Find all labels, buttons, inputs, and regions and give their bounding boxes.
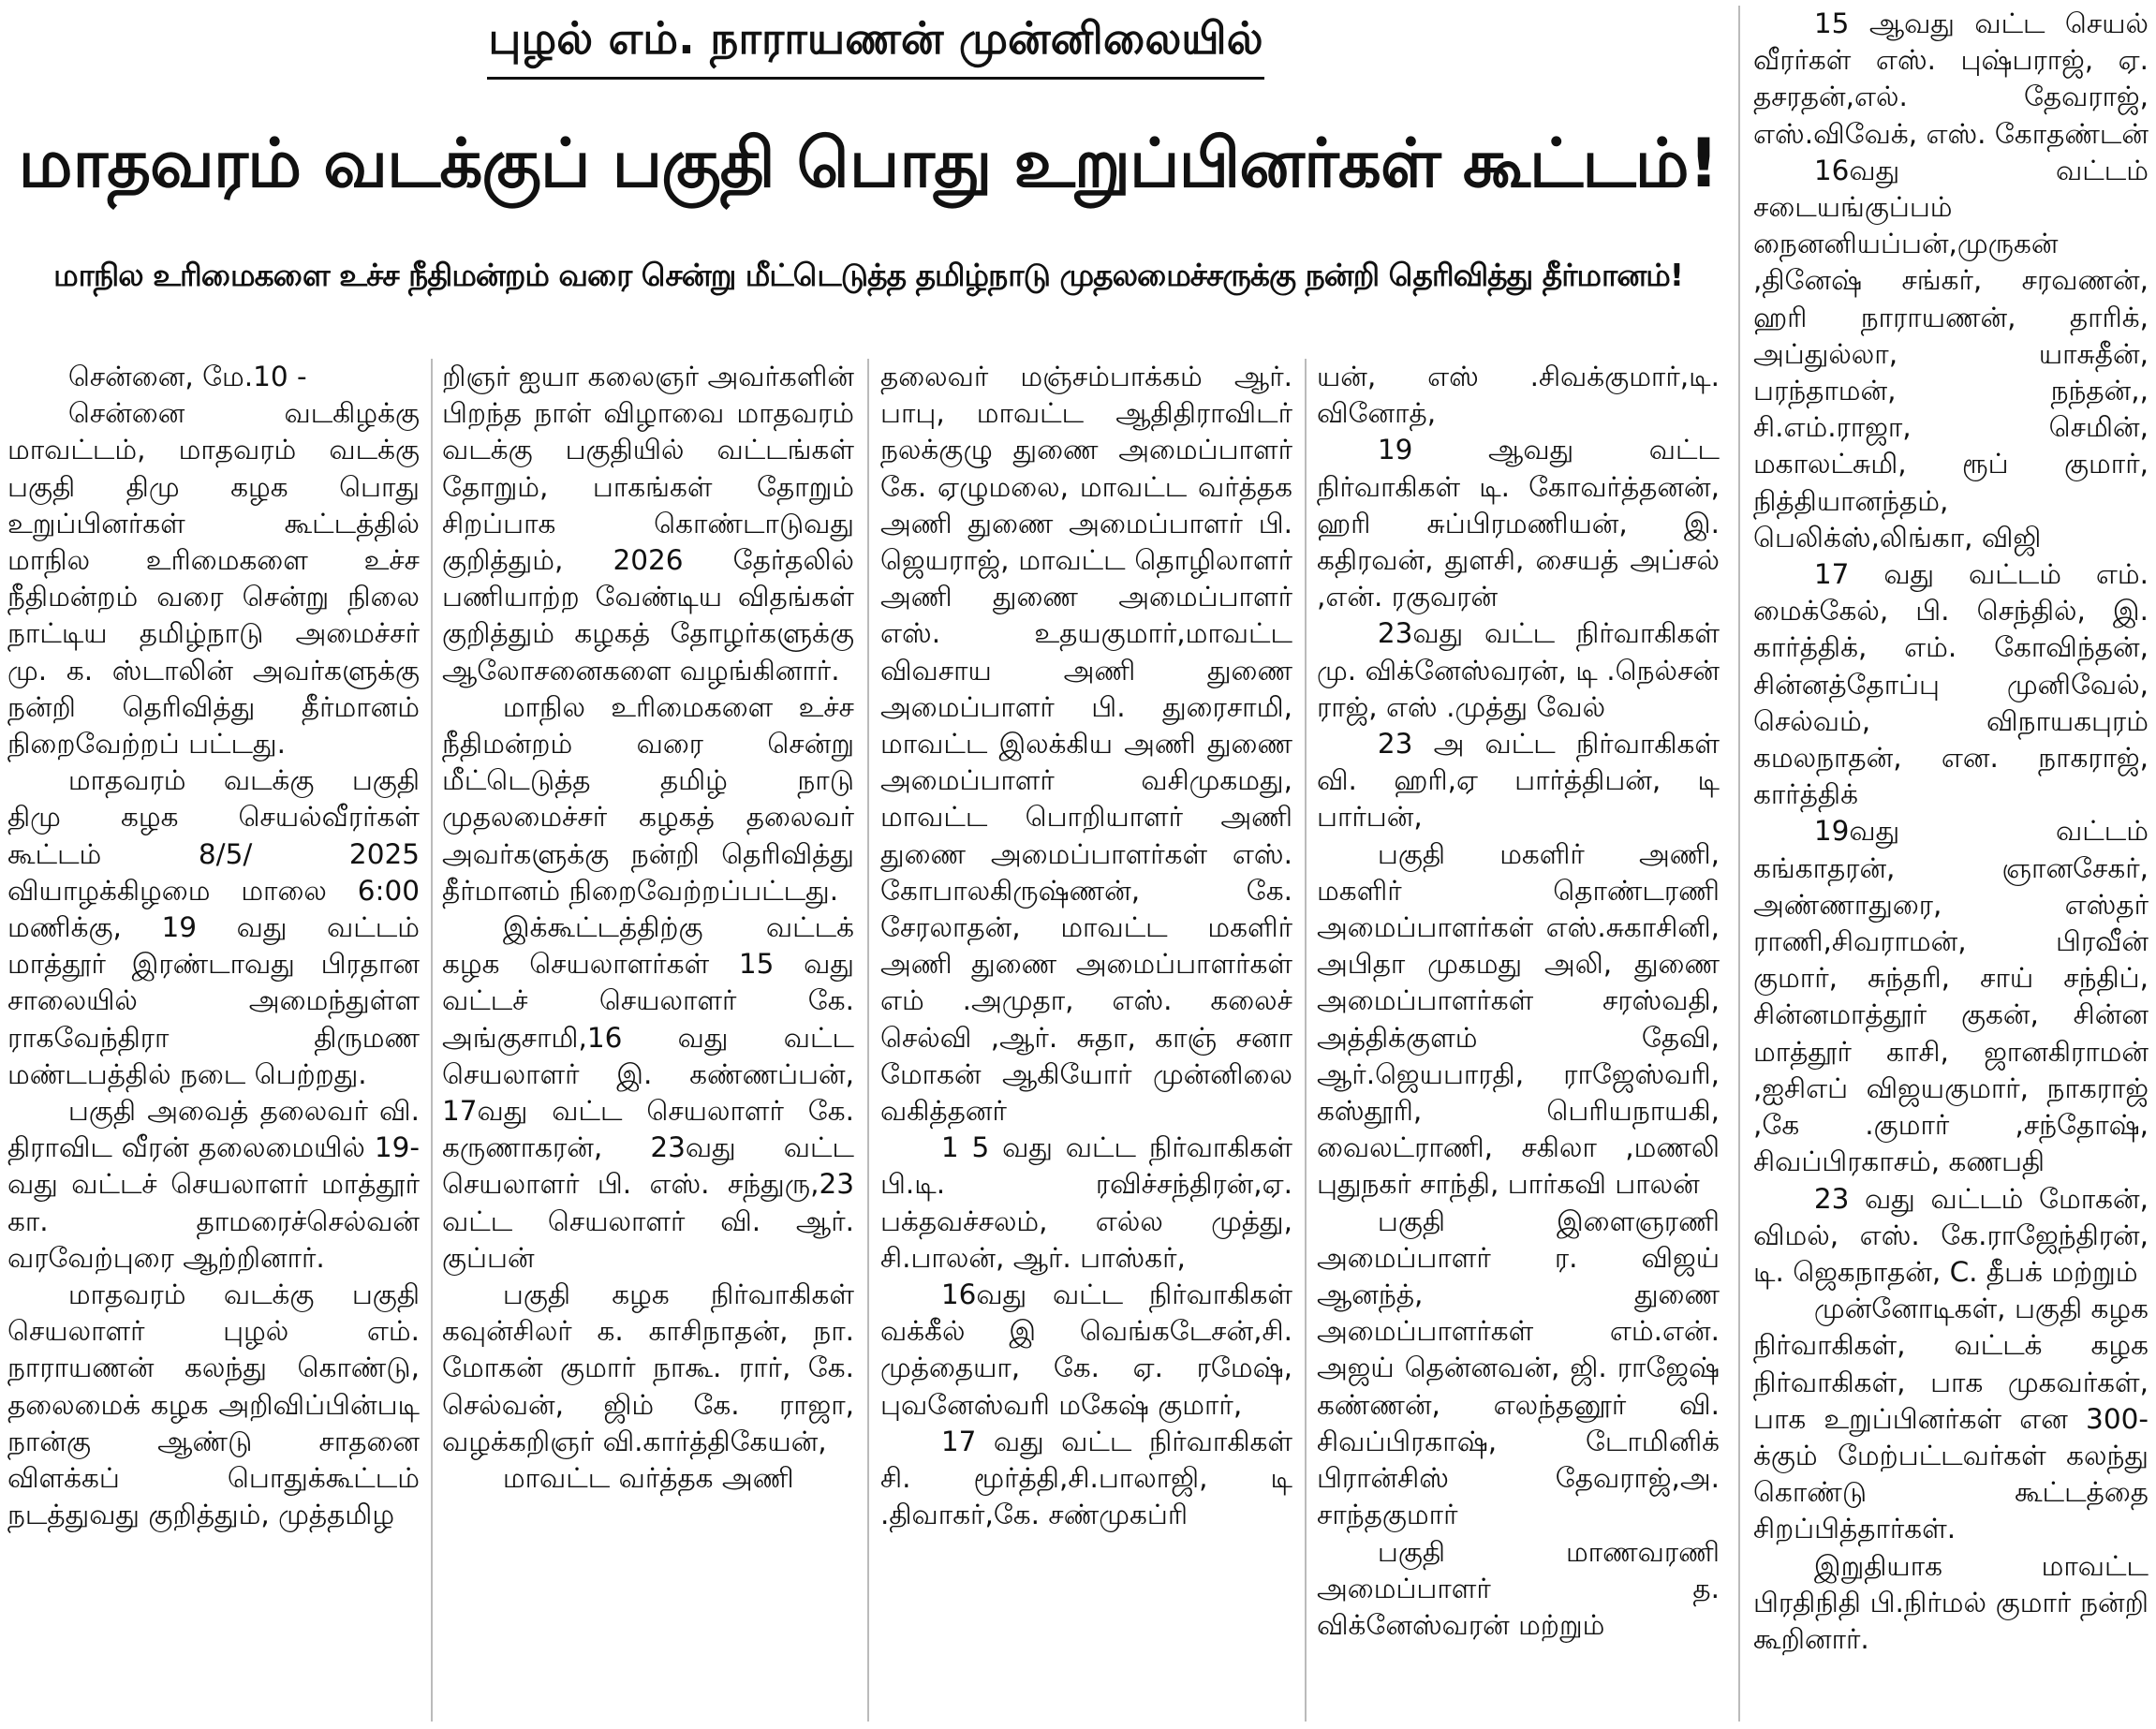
- paragraph: முன்னோடிகள், பகுதி கழக நிர்வாகிகள், வட்டக் கழக நிர்வாகிகள், பாக முகவர்கள், பாக உறுப்பினர்கள் என 300-க்கும் மேற்பட்டவர்கள் கலந்து கொண்டு கூட்டத்தை சிறப்பித்தார்கள்.: [1753, 1293, 2149, 1545]
- kicker-text: புழல் எம். நாராயணன் முன்னிலையில்: [488, 13, 1263, 65]
- paragraph: பகுதி கழக நிர்வாகிகள் கவுன்சிலர் க. காசிநாதன், நா. மோகன் குமார் நாகூ. ரார், கே. செல்வன், ஜிம் கே. ராஜா, வழக்கறிஞர் வி.கார்த்திகேயன்,: [442, 1278, 854, 1457]
- article-column-5: [1753, 6, 2149, 1658]
- column-divider: [1738, 6, 1740, 1722]
- paragraph: பகுதி மாணவரணி அமைப்பாளர் த. விக்னேஸ்வரன் மற்றும்: [1317, 1535, 1720, 1641]
- column-divider: [867, 359, 869, 1722]
- column-divider: [431, 359, 433, 1722]
- paragraph: பகுதி இளைஞரணி அமைப்பாளர் ர. விஜய் ஆனந்த், துணை அமைப்பாளர்கள் எம்.என். அஜய் தென்னவன், ஜி. ராஜேஷ் கண்ணன், எலந்தனூர் வி. சிவப்பிரகாஷ், டோமினிக் பிரான்சிஸ் தேவராஜ்,அ. சாந்தகுமார்: [1317, 1204, 1720, 1531]
- article-column-1: [7, 359, 420, 1534]
- paragraph: பகுதி அவைத் தலைவர் வி. திராவிட வீரன் தலைமையில் 19-வது வட்டச் செயலாளர் மாத்தூர் கா. தாமரைச்செல்வன் வரவேற்புரை ஆற்றினார்.: [7, 1095, 420, 1274]
- paragraph: 23வது வட்ட நிர்வாகிகள் மு. விக்னேஸ்வரன், டி .நெல்சன் ராஜ், எஸ் .முத்து வேல்: [1317, 617, 1720, 723]
- paragraph: மாவட்ட வர்த்தக அணி: [502, 1462, 794, 1495]
- article-column-4: [1317, 359, 1720, 1644]
- paragraph: சென்னை வடகிழக்கு மாவட்டம், மாதவரம் வடக்கு பகுதி திமு கழக பொது உறுப்பினர்கள் கூட்டத்தில் மாநில உரிமைகளை உச்ச நீதிமன்றம் வரை சென்று நிலை நாட்டிய தமிழ்நாடு அமைச்சர் மு. க. ஸ்டாலின் அவர்களுக்கு நன்றி தெரிவித்து தீர்மானம் நிறைவேற்றப் பட்டது.: [7, 397, 420, 761]
- paragraph: தலைவர் மஞ்சம்பாக்கம் ஆர். பாபு, மாவட்ட ஆதிதிராவிடர் நலக்குழு துணை அமைப்பாளர் கே. ஏழுமலை, மாவட்ட வர்த்தக அணி துணை அமைப்பாளர் பி. ஜெயராஜ், மாவட்ட தொழிலாளர் அணி துணை அமைப்பாளர் எஸ். உதயகுமார்,மாவட்ட விவசாய அணி துணை அமைப்பாளர் பி. துரைசாமி, மாவட்ட இலக்கிய அணி துணை அமைப்பாளர் வசிமுகமது, மாவட்ட பொறியாளர் அணி துணை அமைப்பாளர்கள் எஸ். கோபாலகிருஷ்ணன், கே. சேரலாதன், மாவட்ட மகளிர் அணி துணை அமைப்பாளர்கள் எம் .அமுதா, எஸ். கலைச் செல்வி ,ஆர். சுதா, காஞ் சனா மோகன் ஆகியோர் முன்னிலை வகித்தனர்: [880, 361, 1292, 1128]
- paragraph: மாநில உரிமைகளை உச்ச நீதிமன்றம் வரை சென்று மீட்டெடுத்த தமிழ் நாடு முதலமைச்சர் கழகத் தலைவர் அவர்களுக்கு நன்றி தெரிவித்து தீர்மானம் நிறைவேற்றப்பட்டது.: [442, 690, 854, 907]
- paragraph: 17 வது வட்டம் எம். மைக்கேல், பி. செந்தில், இ. கார்த்திக், எம். கோவிந்தன், சின்னத்தோப்பு முனிவேல், செல்வம், விநாயகபுரம் கமலநாதன், என. நாகராஜ், கார்த்திக்: [1753, 558, 2149, 811]
- subheadline: மாநில உரிமைகளை உச்ச நீதிமன்றம் வரை சென்று மீட்டெடுத்த தமிழ்நாடு முதலமைச்சருக்கு நன்றி தெரிவித்து தீர்மானம்!: [53, 257, 1683, 293]
- paragraph: பகுதி மகளிர் அணி, மகளிர் தொண்டரணி அமைப்பாளர்கள் எஸ்.சுகாசினி, அபிதா முகமது அலி, துணை அமைப்பாளர்கள் சரஸ்வதி, அத்திக்குளம் தேவி, ஆர்.ஜெயபாரதி, ராஜேஸ்வரி, கஸ்தூரி, பெரியநாயகி, வைலட்ராணி, சகிலா ,மணலி புதுநகர் சாந்தி, பார்கவி பாலன்: [1317, 837, 1720, 1201]
- kicker-underline: [487, 77, 1264, 80]
- paragraph: இக்கூட்டத்திற்கு வட்டக் கழக செயலாளர்கள் 15 வது வட்டச் செயலாளர் கே. அங்குசாமி,16 வது வட்ட செயலாளர் இ. கண்ணப்பன், 17வது வட்ட செயலாளர் கே. கருணாகரன், 23வது வட்ட செயலாளர் பி. எஸ். சந்துரு,23 வட்ட செயலாளர் வி. ஆர். குப்பன்: [442, 911, 854, 1274]
- paragraph: 19வது வட்டம் கங்காதரன், ஞானசேகர், அண்ணாதுரை, எஸ்தர் ராணி,சிவராமன், பிரவீன் குமார், சுந்தரி, சாய் சந்திப், சின்னமாத்தூர் குகன், சின்ன மாத்தூர் காசி, ஜானகிராமன் ,ஐசிஎப் விஜயகுமார், நாகராஜ் ,கே .குமார் ,சந்தோஷ், சிவப்பிரகாசம், கணபதி: [1753, 815, 2149, 1178]
- column-divider: [1305, 359, 1307, 1722]
- paragraph: றிஞர் ஐயா கலைஞர் அவர்களின் பிறந்த நாள் விழாவை மாதவரம் வடக்கு பகுதியில் வட்டங்கள் தோறும், பாகங்கள் தோறும் சிறப்பாக கொண்டாடுவது குறித்தும், 2026 தேர்தலில் பணியாற்ற வேண்டிய விதங்கள் குறித்தும் கழகத் தோழர்களுக்கு ஆலோசனைகளை வழங்கினார்.: [442, 361, 854, 687]
- paragraph: மாதவரம் வடக்கு பகுதி திமு கழக செயல்வீரர்கள் கூட்டம் 8/5/ 2025 வியாழக்கிழமை மாலை 6:00 மணிக்கு, 19 வது வட்டம் மாத்தூர் இரண்டாவது பிரதான சாலையில் அமைந்துள்ள ராகவேந்திரா திருமண மண்டபத்தில் நடை பெற்றது.: [7, 764, 420, 1090]
- paragraph: 17 வது வட்ட நிர்வாகிகள் சி. மூர்த்தி,சி.பாலாஜி, டி .திவாகர்,கே. சண்முகப்ரி: [880, 1425, 1292, 1531]
- paragraph: யன், எஸ் .சிவக்குமார்,டி. வினோத்,: [1317, 361, 1720, 430]
- headline: மாதவரம் வடக்குப் பகுதி பொது உறுப்பினர்கள் கூட்டம்!: [18, 124, 1719, 202]
- paragraph: 15 ஆவது வட்ட செயல் வீரர்கள் எஸ். புஷ்பராஜ், ஏ. தசரதன்,எல். தேவராஜ், எஸ்.விவேக், எஸ். கோதண்டன்: [1753, 7, 2149, 150]
- paragraph: 16வது வட்ட நிர்வாகிகள் வக்கீல் இ வெங்கடேசன்,சி. முத்தையா, கே. ஏ. ரமேஷ், புவனேஸ்வரி மகேஷ் குமார்,: [880, 1278, 1292, 1421]
- article-column-3: [880, 359, 1292, 1534]
- dateline: சென்னை, மே.10 -: [67, 361, 307, 392]
- paragraph: 23 அ வட்ட நிர்வாகிகள் வி. ஹரி,ஏ பார்த்திபன், டி பார்பன்,: [1317, 728, 1720, 834]
- paragraph: 1 5 வது வட்ட நிர்வாகிகள் பி.டி. ரவிச்சந்திரன்,ஏ. பக்தவச்சலம், எல்ல முத்து, சி.பாலன், ஆர். பாஸ்கர்,: [880, 1131, 1292, 1274]
- paragraph: இறுதியாக மாவட்ட பிரதிநிதி பி.நிர்மல் குமார் நன்றி கூறினார்.: [1753, 1549, 2149, 1655]
- paragraph: மாதவரம் வடக்கு பகுதி செயலாளர் புழல் எம். நாராயணன் கலந்து கொண்டு, தலைமைக் கழக அறிவிப்பின்படி நான்கு ஆண்டு சாதனை விளக்கப் பொதுக்கூட்டம் நடத்துவது குறித்தும், முத்தமிழ: [7, 1278, 420, 1531]
- paragraph: 23 வது வட்டம் மோகன், விமல், எஸ். கே.ராஜேந்திரன், டி. ஜெகநாதன், C. தீபக் மற்றும்: [1753, 1182, 2149, 1288]
- paragraph: 19 ஆவது வட்ட நிர்வாகிகள் டி. கோவர்த்தனன், ஹரி சுப்பிரமணியன், இ. கதிரவன், துளசி, சையத் அப்சல் ,என். ரகுவரன்: [1317, 434, 1720, 613]
- article-column-2: [442, 359, 854, 1497]
- paragraph: 16வது வட்டம் சடையங்குப்பம் நைனனியப்பன்,முருகன் ,தினேஷ் சங்கர், சரவணன், ஹரி நாராயணன், தாரிக், அப்துல்லா, யாசுதீன், பரந்தாமன், நந்தன்,, சி.எம்.ராஜா, செமின், மகாலட்சுமி, ரூப் குமார், நித்தியானந்தம், பெலிக்ஸ்,லிங்கா, விஜி: [1753, 154, 2149, 554]
